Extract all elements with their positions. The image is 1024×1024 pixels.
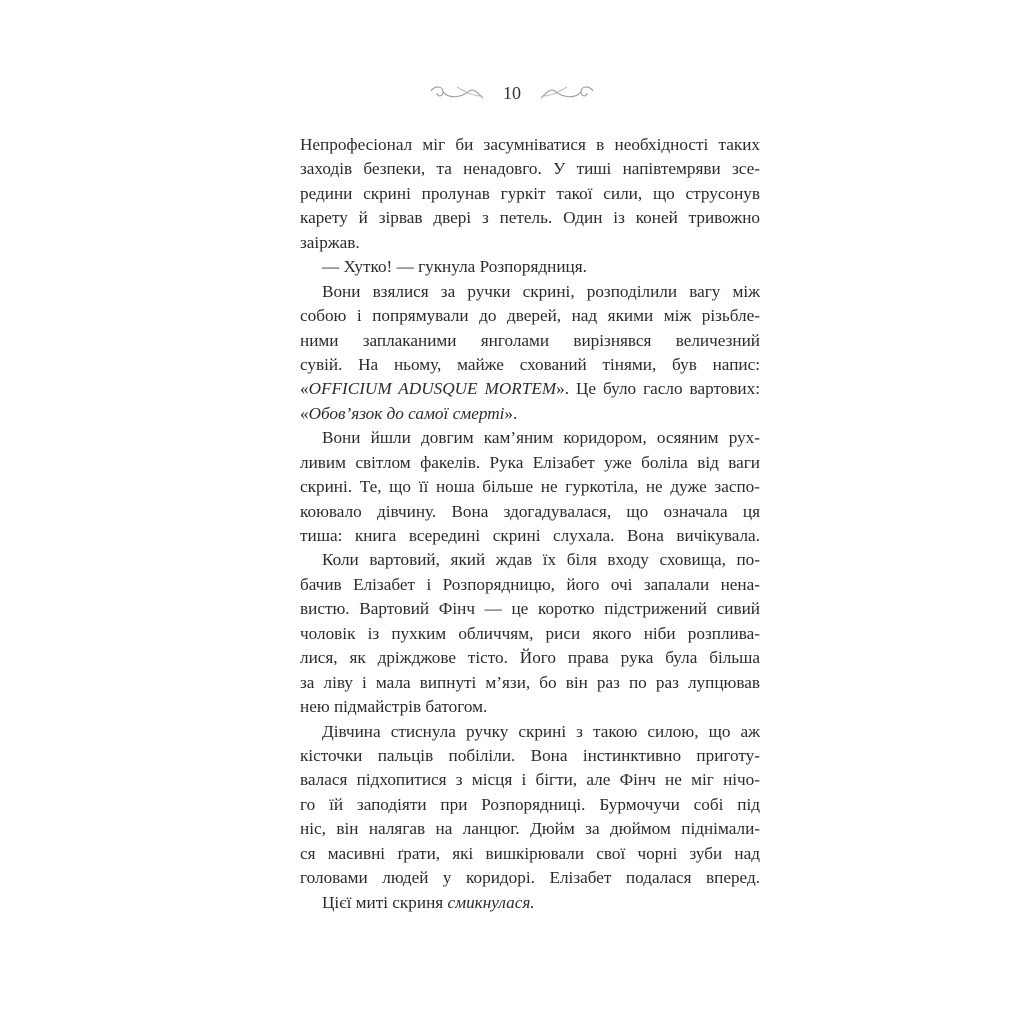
- flourish-right-icon: [539, 82, 597, 104]
- text-line: за ліву і мала випнуті м’язи, бо він раз по раз лупцював: [300, 672, 760, 692]
- text-line: Вони взялися за ручки скрині, розподілили вагу між: [322, 281, 760, 301]
- text-line: валася підхопитися з місця і бігти, але Фінч не міг нічо-: [300, 770, 760, 790]
- text-line: тиша: книга всередині скрині слухала. Вона вичікувала.: [300, 526, 760, 545]
- text-line: «OFFICIUM ADUSQUE MORTEM». Це було гасло вартових:: [300, 379, 760, 399]
- text-line: ними заплаканими янголами вирізнявся величезний: [300, 330, 760, 350]
- latin-motto: OFFICIUM ADUSQUE MORTEM: [308, 379, 557, 399]
- text-line: Коли вартовий, який ждав їх біля входу сховища, по-: [322, 550, 760, 570]
- text-line: сувій. На ньому, майже схований тінями, був напис:: [300, 354, 760, 374]
- text-line: Цієї миті скриня смикнулася.: [322, 892, 535, 912]
- text-line: бачив Елізабет і Розпорядницю, його очі запалали нена-: [300, 574, 760, 594]
- text-line: карету й зірвав двері з петель. Один із коней тривожно: [300, 208, 760, 228]
- text-line: кісточки пальців побіліли. Вона інстинктивно приготу-: [300, 745, 760, 765]
- text-line: собою і попрямували до дверей, над якими між різьбле-: [300, 306, 760, 326]
- dialogue-line: — Хутко! — гукнула Розпорядниця.: [322, 257, 587, 277]
- page-number: 10: [503, 83, 521, 103]
- text-line: чоловік із пухким обличчям, риси якого ніби розплива-: [300, 623, 760, 643]
- text-line: заходів безпеки, та ненадовго. У тиші напівтемряви зсе-: [300, 159, 760, 179]
- text-line: головами людей у коридорі. Елізабет подалася вперед.: [300, 868, 760, 888]
- text-line: «Обов’язок до самої смерті».: [300, 403, 518, 423]
- text-line: ся масивні ґрати, які вишкірювали свої чорні зуби над: [300, 843, 760, 863]
- emphasis-word: смикнулася.: [447, 892, 535, 912]
- text-line: Непрофесіонал міг би засумніватися в необхідності таких: [300, 135, 760, 154]
- body-text: [300, 133, 760, 915]
- page-header: [0, 78, 1024, 108]
- text-line: го їй заподіяти при Розпорядниці. Бурмочучи собі під: [300, 794, 760, 814]
- text-line: лися, як дріжджове тісто. Його права рука була більша: [300, 648, 760, 668]
- text-line: нею підмайстрів батогом.: [300, 697, 488, 717]
- text-line: Дівчина стиснула ручку скрині з такою силою, що аж: [322, 721, 760, 741]
- text-line: вистю. Вартовий Фінч — це коротко підстрижений сивий: [300, 599, 760, 619]
- flourish-left-icon: [427, 82, 485, 104]
- text-line: ливим світлом факелів. Рука Елізабет уже боліла від ваги: [300, 452, 760, 472]
- motto-translation: Обов’язок до самої смерті: [308, 403, 505, 423]
- text-line: заіржав.: [300, 232, 360, 252]
- text-line: коювало дівчину. Вона здогадувалася, що означала ця: [300, 501, 760, 521]
- text-line: Вони йшли довгим кам’яним коридором, осяяним рух-: [322, 428, 760, 448]
- text-line: редини скрині пролунав гуркіт такої сили, що струсонув: [300, 183, 760, 203]
- text-line: скрині. Те, що її ноша більше не гуркотіла, не дуже заспо-: [300, 477, 760, 497]
- text-line: ніс, він налягав на ланцюг. Дюйм за дюймом піднімали-: [300, 819, 760, 839]
